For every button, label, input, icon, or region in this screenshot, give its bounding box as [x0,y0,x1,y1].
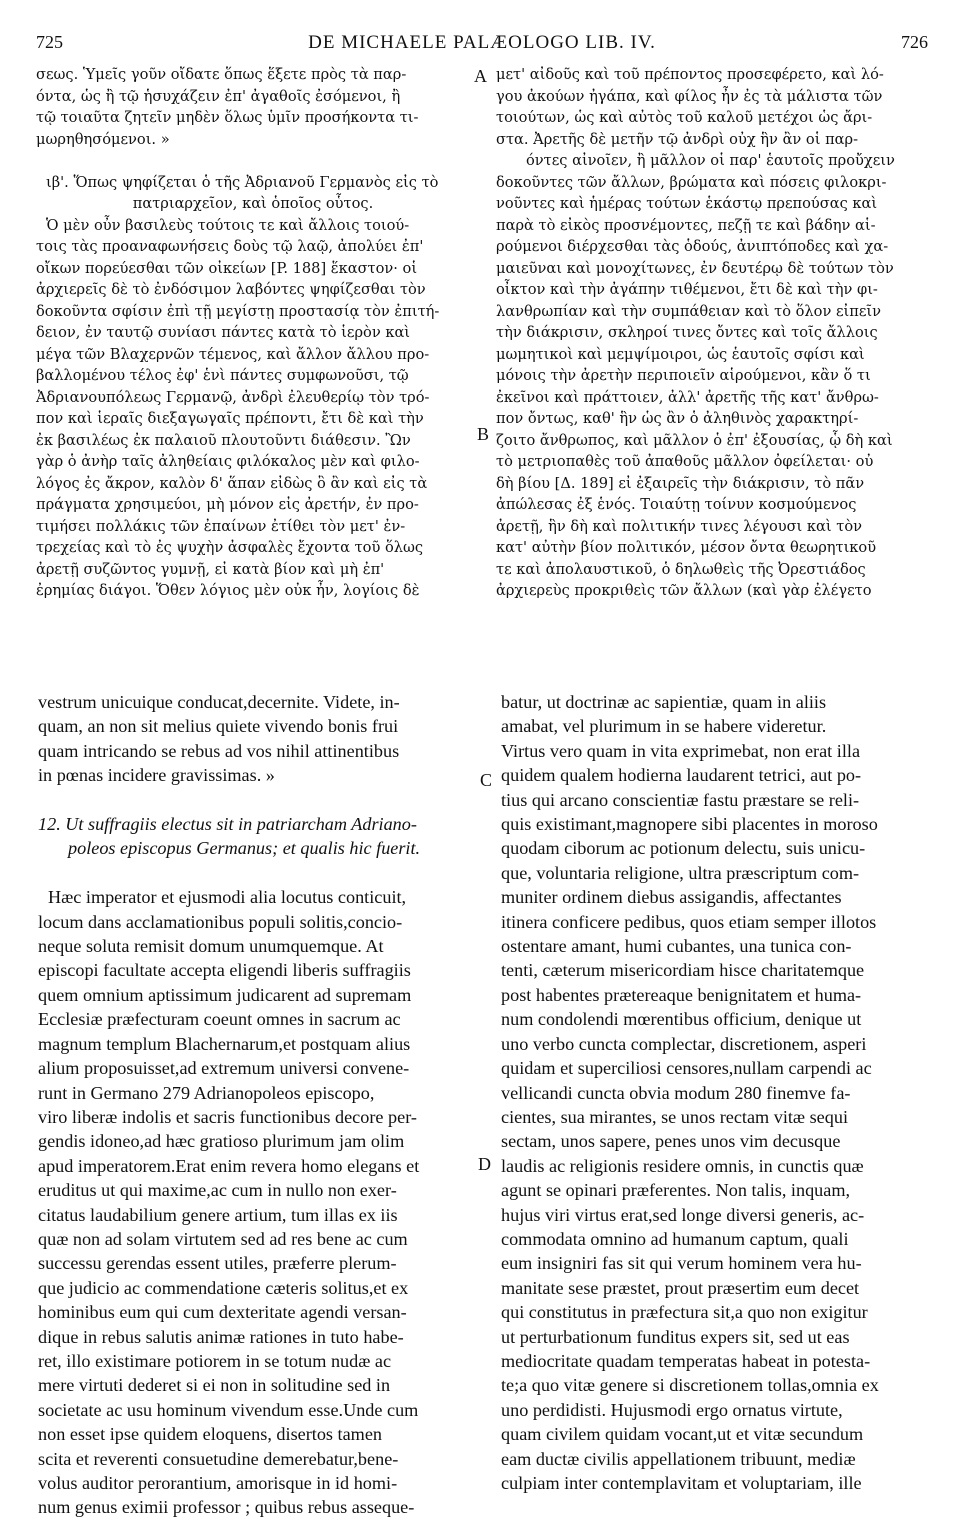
greek-column-right [496,64,932,602]
text-line: μόνοις τὴν ἀρετὴν περιποιεῖν αἱρούμενοι, κἂν ὅ τι [496,367,871,384]
text-line: hujus viri virtus erat,sed longe diversi generis, ac- [501,1204,865,1225]
text-line: Ὁ μὲν οὖν βασιλεὺς τούτοις τε καὶ ἄλλοις τοιού- [46,216,410,234]
text-line: δειον, ἐν ταυτῷ συνίασι πάντες κατὰ τὸ ἱερὸν καὶ [36,324,411,341]
text-line: quam intricando se rebus ad vos nihil attinentibus [38,740,400,761]
text-line: societate ac usu hominum vivendum esse.Unde cum [38,1399,419,1420]
text-line: volus auditor perorantium, amorisque in id homi- [38,1473,398,1493]
text-line: citatus laudabilium genere artium, tum illas ex iis [38,1204,398,1225]
text-line: μετ' αἰδοῦς καὶ τοῦ πρέποντος προσεφέρετο, καὶ λό- [496,66,884,83]
margin-letter-b: B [477,424,490,444]
text-line: τρεχείας καὶ τὸ ἐς ψυχὴν ἀσφαλὲς ἔχοντα τοῦ ὅλως [36,539,424,556]
text-line: ἐκεῖνοι καὶ πράττοιεν, ἀλλ' ἀρετῆς τῆς κατ' ἄνθρω- [496,388,879,406]
text-line: vestrum unicuique conducat,decernite. Videte, in- [38,692,400,712]
text-line: μωμητικοὶ καὶ μεμψίμοιροι, ὡς ἑαυτοῖς σφίσι καὶ [496,345,865,363]
text-line: γου ἀκούων ἠγάπα, καὶ φίλος ἦν ἐς τὰ μάλιστα τῶν [496,87,883,105]
text-line: τοις τὰς προαναφωνήσεις δοὺς τῷ λαῷ, ἀπολύει ἐπ' [36,238,424,255]
text-line: δοκοῦντα σφίσιν ἐπὶ τῇ μεγίστῃ προστασίᾳ τὸν ἐπιτή- [36,302,440,320]
text-line: πον ὄντως, καθ' ἣν ὡς ἂν ὁ ἀληθινὸς χαρακτηρί- [496,410,859,427]
text-line: mediocritate quadam temperatas habeat in potesta- [501,1350,871,1371]
text-line: hominibus eum qui cum dexteritate agendi versan- [38,1302,407,1323]
text-line: muniter ordinem diebus assigandis, affectantes [501,887,842,908]
latin-column-left [38,690,472,1520]
text-line: eum insigniri fas sit qui verum hominem vera hu- [501,1253,862,1274]
text-line: ostentare amant, humi cubantes, una tunica con- [501,936,852,957]
text-line: τὴν διάκρισιν, σκληροί τινες ὄντες καὶ τοῖς ἄλλοις [496,324,878,341]
text-line: vellicandi cuncta obvia modum 280 finemve fa- [501,1082,851,1103]
text-line: ζοιτο ἄνθρωπος, καὶ μᾶλλον ὁ ἐπ' ἐξουσίας, ᾧ δὴ καὶ [496,431,893,449]
text-line: magnum templum Blachernarum,et postquam alius [38,1033,411,1054]
text-line: στα. Ἀρετῆς δὲ μετῆν τῷ ἀνδρὶ οὐχ ἣν ἂν οἱ παρ- [496,130,859,148]
text-line: 12. Ut suffragiis electus sit in patriarcham Adriano- [38,814,417,835]
text-line: ἀρετῇ, ἣν δὴ καὶ πολιτικήν τινες λέγουσι καὶ τὸν [496,517,862,535]
text-line: alium proposuisset,ad extremum universi convene- [38,1058,410,1079]
text-line: que, voluntaria religione, ultra præscriptum com- [501,862,860,883]
text-line: commodata omnino ad humanum captum, quali [501,1228,849,1249]
text-line: οἴκων πορεύεσθαι τῶν οἰκείων [P. 188] ἕκαστον· οἱ [36,259,418,277]
text-line [38,788,472,812]
text-line: πον καὶ ἱεραῖς διεξαγωγαῖς πρέποντι, ἔτι δὲ καὶ τὴν [36,410,424,427]
text-line: όντες αἰνοῖεν, ἢ μᾶλλον οἱ παρ' ἑαυτοῖς προὔχειν [526,152,895,169]
text-line: amabat, vel plurimum in se habere videretur. [501,716,827,737]
text-line: uno verbo cuncta complectar, discretionem, asperi [501,1033,867,1054]
text-line: agunt se opinari præferentes. Non talis, inquam, [501,1180,851,1201]
text-line: δοκοῦντες τῶν ἄλλων, βρώματα καὶ πόσεις φιλοκρι- [496,173,887,191]
text-line: cientes, sua mirantes, se unos rectam vitæ sequi [501,1106,848,1127]
margin-letter-a: A [474,66,487,86]
text-line: ρούμενοι διέρχεσθαι τὰς ὁδούς, ἀνιπτόποδες καὶ χα- [496,238,889,255]
text-line: ἀρχιερεὺς προκριθεὶς τῶν ἄλλων (καὶ γὰρ ἐλέγετο [496,582,872,599]
text-line: runt in Germano 279 Adrianopoleos episcopo, [38,1082,375,1103]
text-line: Hæc imperator et ejusmodi alia locutus conticuit, [48,887,407,908]
text-line: non esset ipse quidem eloquens, disertos tamen [38,1424,382,1445]
text-line: eam ductæ civilis appellationem tribuunt, mediæ [501,1448,856,1469]
text-line: post habentes prætereaque benignitatem et huma- [501,984,862,1005]
text-line: tenti, cæterum misericordiam hisce charitatemque [501,960,865,981]
text-line: ἐκ βασιλέως ἐκ παλαιοῦ πλουτοῦντι διάθεσιν. Ὢν [36,431,411,449]
text-line: ret, illo existimare potiorem in se totum nudæ ac [38,1350,392,1371]
text-line: Ἀδριανουπόλεως Γερμανῷ, ἀνδρὶ ἐλευθερίῳ τὸν τρό- [36,388,430,406]
text-line: quis existimant,magnopere sibi placentes in moroso [501,814,878,835]
text-line: όντα, ὡς ἢ τῷ ἡσυχάζειν ἐπ' ἀγαθοῖς ἐσόμενοι, ἢ [36,87,401,105]
text-line: scita et reverenti consuetudine demerebatur,bene- [38,1448,399,1469]
text-line: τε καὶ ἀπολαυστικοῦ, ὁ δηλωθεὶς τῆς Ὀρεστιάδος [496,560,866,578]
text-line: quam civilem quidam vocant,ut et vitæ secundum [501,1424,864,1445]
text-line: poleos episcopus Germanus; et qualis hic fuerit. [68,838,421,859]
text-line: quodam ciborum ac potionum delectu, suis unicu- [501,838,866,859]
text-line: quidem qualem hodierna laudarent tetrici, aut po- [501,765,862,786]
text-line: λόγος ἐς ἄκρον, καλὸν δ' ἅπαν εἰδὼς ὃ ἂν καὶ εἰς τὰ [36,474,428,492]
latin-column-right [501,690,933,1495]
text-line: quæ non ad solam virtutem sed ad res bene ac cum [38,1228,408,1249]
text-line: πράγματα χρησιμεύοι, μὴ μόνον εἰς ἀρετήν, ἐν προ- [36,496,419,513]
text-line: quem omnium aptissimum judicarent ad supremam [38,984,412,1005]
text-line: mere virtuti dederet si ei non in solitudine sed in [38,1375,391,1396]
text-line: tius qui arcano conscientiæ fastu præstare se reli- [501,789,860,810]
text-line: ἐρημίας διάγοι. Ὅθεν λόγιος μὲν οὐκ ἦν, λογίοις δὲ [36,582,420,599]
text-line: episcopi facultate accepta eligendi liberis suffragiis [38,960,411,981]
text-line: neque soluta remisit domum unumquemque. At [38,936,384,957]
text-line: ut perturbationum funditus expers sit, sed ut eas [501,1326,850,1347]
text-line: τῷ τοιαῦτα ζητεῖν μηδὲν ὅλως ὑμῖν προσήκοντα τι- [36,109,419,126]
text-line: batur, ut doctrinæ ac sapientiæ, quam in aliis [501,692,827,712]
text-line: locum dans acclamationibus populi solitis,concio- [38,911,403,932]
text-line: οἶκτον καὶ τὴν ἀγάπην τιθέμενοι, ἔτι δὲ καὶ τὴν φι- [496,281,878,298]
text-line: qui constitutus in præfectura sit,a quo non exigitur [501,1302,868,1323]
text-line: ιβ'. Ὅπως ψηφίζεται ὁ τῆς Ἀδριανοῦ Γερμανὸς εἰς τὸ [46,173,439,191]
text-line: μέγα τῶν Βλαχερνῶν τέμενος, καὶ ἄλλον ἄλλου προ- [36,345,430,363]
margin-letter-c: C [480,770,493,790]
text-line: μαιεῦναι καὶ μονοχίτωνες, ἐν δευτέρῳ δὲ τούτων τὸν [496,259,894,277]
text-line: eruditus ut qui maxime,ac cum in nullo non exer- [38,1180,397,1201]
text-line: τὸ μετριοπαθὲς τοῦ ἀπαθοῦς μᾶλλον ὀφείλεται· οὐ [496,453,874,470]
text-line: num genus eximii professor ; quibus rebus asseque- [38,1497,415,1518]
text-line: viro liberæ indolis et sacris functionibus decore per- [38,1106,417,1127]
greek-column-left [36,64,470,602]
page-number-right: 726 [901,32,928,52]
text-line: successu gerendas essent utiles, præferre plerum- [38,1253,397,1274]
text-line: dique in rebus salutis animæ rationes in tuto habe- [38,1326,404,1347]
text-line: τιμήσει πολλάκις τῶν ἐπαίνων ἐτίθει τὸν μετ' ἐν- [36,517,406,535]
text-line: ἀρχιερεῖς δὲ τὸ ἐνδόσιμον λαβόντες ψηφίζεσθαι τὸν [36,281,426,298]
text-line: apud imperatorem.Erat enim revera homo elegans et [38,1155,420,1176]
text-line [38,861,472,885]
text-line: itinera conficere pedibus, quos etiam semper illotos [501,911,877,932]
page-number-left: 725 [36,32,63,52]
text-line: uno perdidisti. Hujusmodi ergo ornatus virtute, [501,1399,843,1420]
running-title: DE MICHAELE PALÆOLOGO LIB. IV. [308,32,656,53]
text-line: ἀπώλεσας ἐξ ἑνός. Τοιαύτῃ τοίνυν κοσμούμενος [496,496,857,513]
text-line: σεως. Ὑμεῖς γοῦν οἴδατε ὅπως ἕξετε πρὸς τὰ παρ- [36,66,407,83]
text-line: πατριαρχεῖον, καὶ ὁποῖος οὗτος. [132,195,374,212]
text-line: te;a quo vitæ genere si discretionem tollas,omnia ex [501,1375,879,1396]
text-line: δὴ βίου [Δ. 189] εἰ ἐξαιρεῖς τὴν διάκρισιν, τὸ πᾶν [496,474,865,492]
running-header [36,32,928,58]
text-line: Virtus vero quam in vita exprimebat, non erat illa [501,740,861,761]
text-line: γὰρ ὁ ἀνὴρ ταῖς ἀληθείαις φιλόκαλος μὲν καὶ φιλο- [36,453,420,470]
text-line: in pœnas incidere gravissimas. » [38,765,275,786]
text-line: παρὰ τὸ εἰκὸς προσνέμοντες, πεζῇ τε καὶ βάδην αἱ- [496,216,876,234]
text-line: τοιούτων, ὡς καὶ αὐτὸς τοῦ καλοῦ μετέχοι ὡς ἄρι- [496,109,873,126]
text-line [36,150,470,172]
text-line: λανθρωπίαν καὶ τὴν συμπάθειαν καὶ τὸ ὅλον εἰπεῖν [496,302,881,320]
text-line: νοῦντες καὶ ἡμέρας τούτων ἑκάστῳ πρεπούσας καὶ [496,195,878,212]
text-line: ἀρετῇ συζῶντος γυμνῇ, εἰ κατὰ βίον καὶ μὴ ἐπ' [36,560,385,578]
text-line: κατ' αὐτὴν βίον πολιτικόν, μέσον ὄντα θεωρητικοῦ [496,539,877,556]
text-line: manitate sese præstet, prout præsertim eum decet [501,1277,860,1298]
text-line: quam, an non sit melius quiete vivendo bonis frui [38,716,399,737]
text-line: que judicio ac commendatione cæteris solitus,et ex [38,1277,409,1298]
text-line: μωρηθησόμενοι. » [36,130,170,148]
text-line: sectam, unos sapere, penes unos vim decusque [501,1131,841,1152]
text-line: quidam et superciliosi censores,nullam carpendi ac [501,1058,872,1079]
text-line: num condolendi mœrentibus officium, denique ut [501,1009,862,1030]
text-line: gendis idoneo,ad hæc gratioso plurimum jam olim [38,1131,405,1152]
text-line: laudis ac religionis residere omnis, in cunctis quæ [501,1155,864,1176]
text-line: Ecclesiæ præfecturam coeunt omnes in sacrum ac [38,1009,401,1030]
text-line: βαλλομένου τέλος ἐφ' ἑνὶ πάντες συμφωνοῦσι, τῷ [36,367,409,384]
margin-letter-d: D [478,1154,491,1174]
text-line: culpiam inter contemplavitam et voluptariam, ille [501,1473,862,1493]
